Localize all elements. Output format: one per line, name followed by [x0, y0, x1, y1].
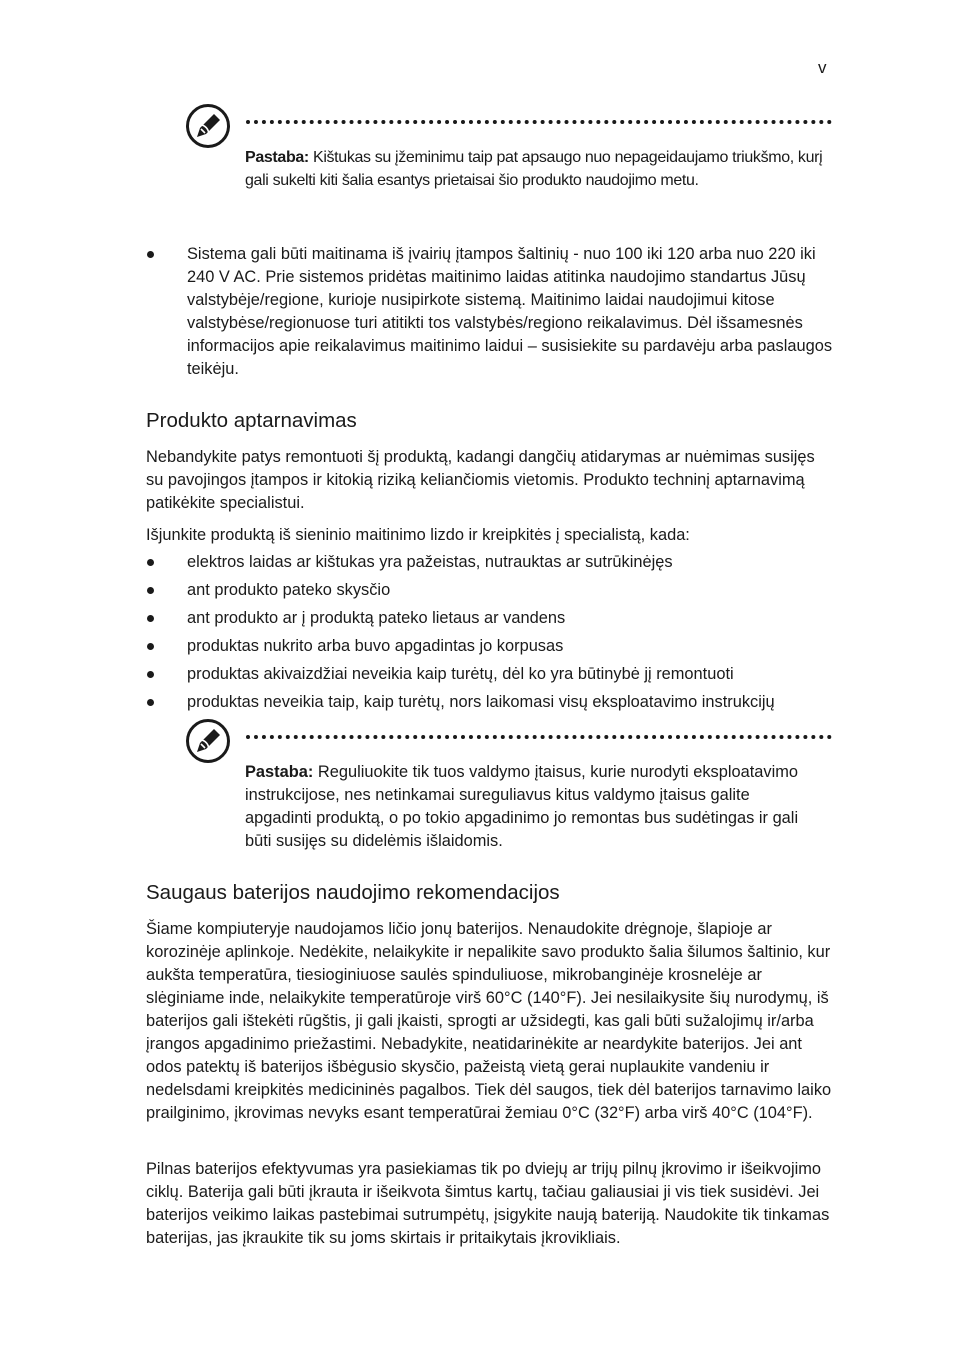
note-box	[185, 718, 833, 858]
note-pen-icon	[185, 103, 231, 149]
note-label: Pastaba:	[245, 763, 314, 781]
paragraph: Pilnas baterijos efektyvumas yra pasiekiamas tik po dviejų ar trijų pilnų įkrovimo ir išeikvojimo ciklų. Baterija gali būti įkrauta ir išeikvota šimtus kartų, tačiau galiausiai ji vis tiek susidėvi. Jei baterijos veikimo laikas pastebimai sutrumpėtų, įsigykite naują bateriją. Naudokite tik tinkamas baterijas, jas įkraukite tik su joms skirtais ir pritaikytais įkrovikliais.	[146, 1160, 830, 1247]
bullet-list	[146, 551, 836, 719]
note-text	[245, 761, 805, 853]
paragraph: Nebandykite patys remontuoti šį produktą, kadangi dangčių atidarymas ar nuėmimas susijęs su pavojingos įtampos ir kitokią riziką keliančiomis vietomis. Produkto techninį aptarnavimą patikėkite specialistui.	[146, 448, 815, 512]
note-separator	[246, 120, 832, 124]
section-heading-battery: Saugaus baterijos naudojimo rekomendacijos	[146, 881, 560, 904]
note-box	[185, 103, 833, 218]
list-item: ant produkto ar į produktą pateko lietaus ar vandens	[146, 607, 836, 635]
note-label: Pastaba:	[245, 149, 309, 166]
page-number: v	[818, 58, 827, 77]
list-item: elektros laidas ar kištukas yra pažeistas, nutrauktas ar sutrūkinėjęs	[146, 551, 836, 579]
power-bullet-block	[146, 243, 836, 381]
list-item: produktas akivaizdžiai neveikia kaip turėtų, dėl ko yra būtinybė jį remontuoti	[146, 663, 836, 691]
battery-paragraph-1	[146, 918, 834, 1125]
list-item: Sistema gali būti maitinama iš įvairių įtampos šaltinių - nuo 100 iki 120 arba nuo 220 iki 240 V AC. Prie sistemos pridėtas maitinimo laidas atitinka naudojimo standartus Jūsų valstybėje/regione, kurioje nusipirkote sistemą. Maitinimo laidai naudojimui kitose valstybėse/regionuose turi atitikti tos valstybės/regiono reikalavimus. Dėl išsamesnės informacijos apie reikalavimus maitinimo laidui – susisiekite su pardavėju arba paslaugos teikėju.	[146, 243, 836, 381]
note-body: Kištukas su įžeminimu taip pat apsaugo nuo nepageidaujamo triukšmo, kurį gali sukelti kiti šalia esantys prietaisai šio produkto naudojimo metu.	[245, 149, 823, 189]
list-item: ant produkto pateko skysčio	[146, 579, 836, 607]
note-pen-icon	[185, 718, 231, 764]
note-body: Reguliuokite tik tuos valdymo įtaisus, kurie nurodyti eksploatavimo instrukcijose, nes netinkamai sureguliavus kitus valdymo įtaisus galite apgadinti produktą, o po tokio apgadinimo jo remontas bus sudėtingas ir gali būti susijęs su didelėmis išlaidomis.	[245, 763, 799, 850]
service-paragraph-2	[146, 524, 836, 547]
paragraph: Išjunkite produktą iš sieninio maitinimo lizdo ir kreipkitės į specialistą, kada:	[146, 526, 690, 544]
service-bullet-list	[146, 551, 836, 719]
service-paragraph-1	[146, 446, 836, 515]
paragraph: Šiame kompiuteryje naudojamos ličio jonų baterijos. Nenaudokite drėgnoje, šlapioje ar korozinėje aplinkoje. Nedėkite, nelaikykite ir nepalikite savo produkto šalia šilumos šaltinio, kur aukšta temperatūra, tiesioginiuose saulės spinduliuose, mikrobanginėje krosnelėje ar slėginiame inde, nelaikykite temperatūroje virš 60°C (140°F). Jei nesilaikysite šių nurodymų, iš baterijos gali ištekėti rūgštis, ji gali įkaisti, sprogti ar užsidegti, kas gali būti sužalojimų ir/arba įrangos apgadinimo priežastimi. Nebadykite, neatidarinėkite ar neardykite baterijos. Jei ant odos patektų iš baterijos išbėgusio skysčio, pažeistą vietą gerai nuplaukite vandeniu ir nedelsdami kreipkitės medicininės pagalbos. Tiek dėl saugos, tiek dėl baterijos tarnavimo laiko prailginimo, įkrovimas nevyks esant temperatūrai žemiau 0°C (32°F) arba virš 40°C (104°F).	[146, 920, 832, 1122]
list-item: produktas neveikia taip, kaip turėtų, nors laikomasi visų eksploatavimo instrukcijų	[146, 691, 836, 719]
list-item: produktas nukrito arba buvo apgadintas jo korpusas	[146, 635, 836, 663]
section-heading-service: Produkto aptarnavimas	[146, 409, 357, 432]
note-text	[245, 146, 835, 192]
note-separator	[246, 735, 832, 739]
power-bullet-list	[146, 243, 836, 381]
battery-paragraph-2	[146, 1158, 834, 1250]
